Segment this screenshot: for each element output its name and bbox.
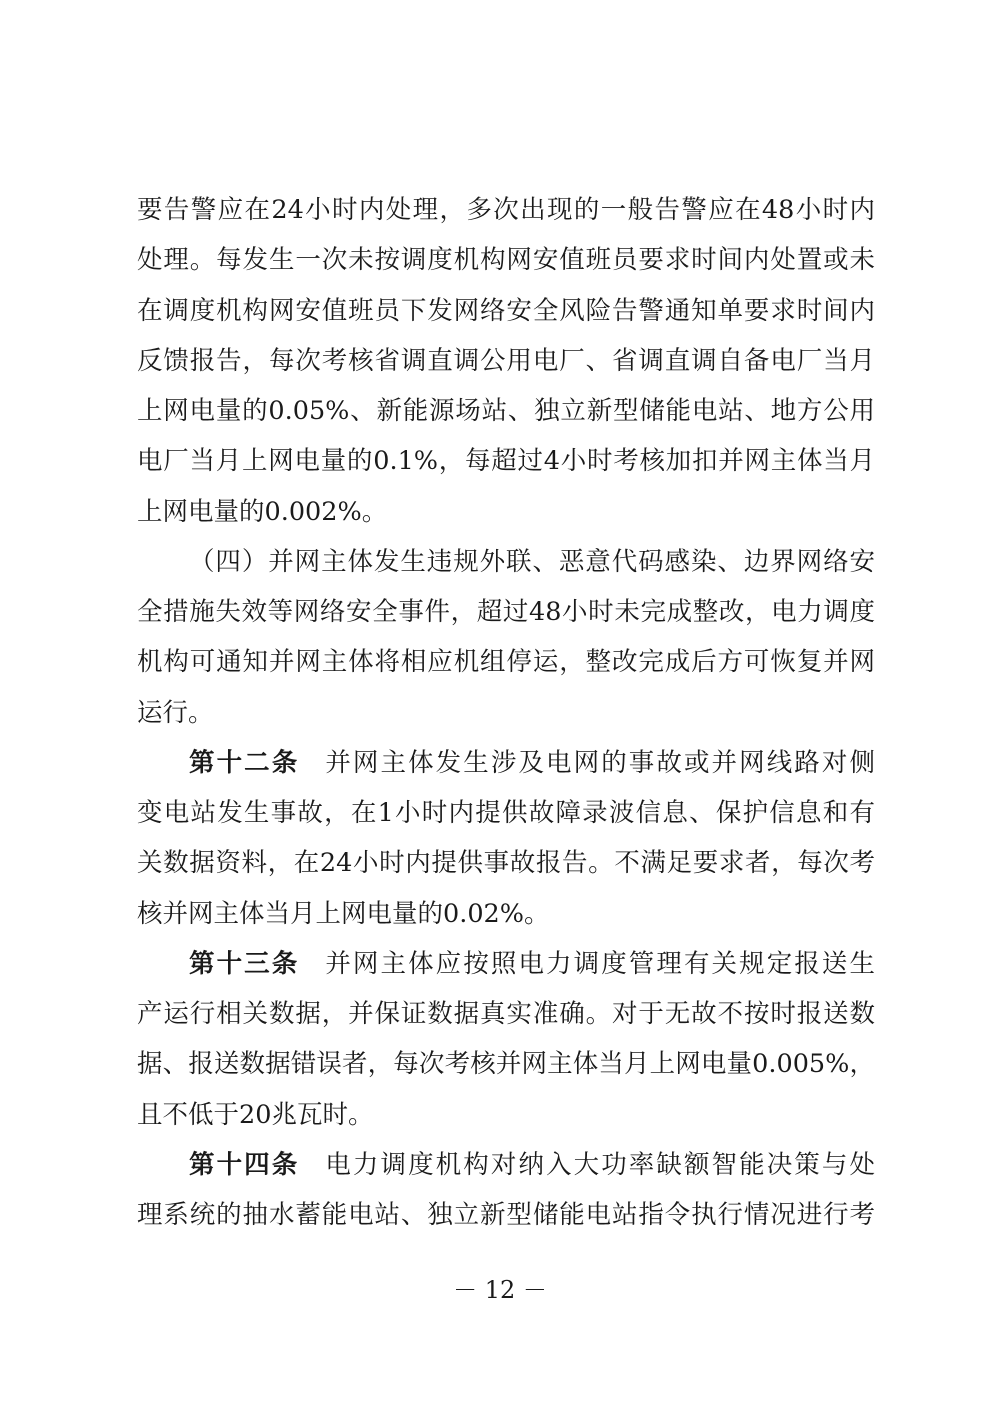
line-text: 并网主体应按照电力调度管理有关规定报送生 [325, 948, 875, 979]
text-line: 要告警应在24小时内处理，多次出现的一般告警应在48小时内 [137, 195, 875, 225]
document-body [137, 185, 875, 1240]
article-heading: 第十三条 [189, 948, 300, 979]
paragraph [137, 939, 875, 1140]
text-line: 上网电量的0.05%、新能源场站、独立新型储能电站、地方公用 [137, 396, 875, 426]
text-line: 据、报送数据错误者，每次考核并网主体当月上网电量0.005%， [137, 1049, 875, 1080]
text-line: 处理。每发生一次未按调度机构网安值班员要求时间内处置或未 [137, 245, 875, 276]
text-line: 产运行相关数据，并保证数据真实准确。对于无故不按时报送数 [137, 999, 875, 1029]
paragraph [137, 1140, 875, 1241]
text-line: 电厂当月上网电量的0.1%，每超过4小时考核加扣并网主体当月 [137, 446, 875, 477]
text-line: 全措施失效等网络安全事件，超过48小时未完成整改，电力调度 [137, 597, 875, 627]
text-line: 变电站发生事故，在1小时内提供故障录波信息、保护信息和有 [137, 798, 875, 828]
text-line: 在调度机构网安值班员下发网络安全风险告警通知单要求时间内 [137, 295, 875, 326]
text-line: 上网电量的0.002%。 [137, 496, 388, 527]
paragraph [137, 185, 875, 537]
text-line: 理系统的抽水蓄能电站、独立新型储能电站指令执行情况进行考 [137, 1200, 875, 1230]
article-heading: 第十四条 [189, 1149, 300, 1180]
article-heading: 第十二条 [189, 747, 300, 778]
text-line: 反馈报告，每次考核省调直调公用电厂、省调直调自备电厂当月 [137, 345, 875, 376]
line-text: 并网主体发生涉及电网的事故或并网线路对侧 [325, 747, 875, 778]
text-line [137, 738, 875, 788]
paragraph [137, 537, 875, 738]
paragraph [137, 738, 875, 939]
text-line: 运行。 [137, 697, 214, 728]
text-line: （四）并网主体发生违规外联、恶意代码感染、边界网络安 [189, 546, 875, 577]
text-line: 关数据资料，在24小时内提供事故报告。不满足要求者，每次考 [137, 848, 875, 879]
text-line [137, 939, 875, 989]
line-text: 电力调度机构对纳入大功率缺额智能决策与处 [325, 1149, 875, 1180]
text-line [137, 1140, 875, 1190]
page-number: － 12 － [453, 1276, 547, 1304]
text-line: 且不低于20兆瓦时。 [137, 1099, 374, 1130]
text-line: 核并网主体当月上网电量的0.02%。 [137, 898, 550, 929]
text-line: 机构可通知并网主体将相应机组停运，整改完成后方可恢复并网 [137, 647, 875, 678]
